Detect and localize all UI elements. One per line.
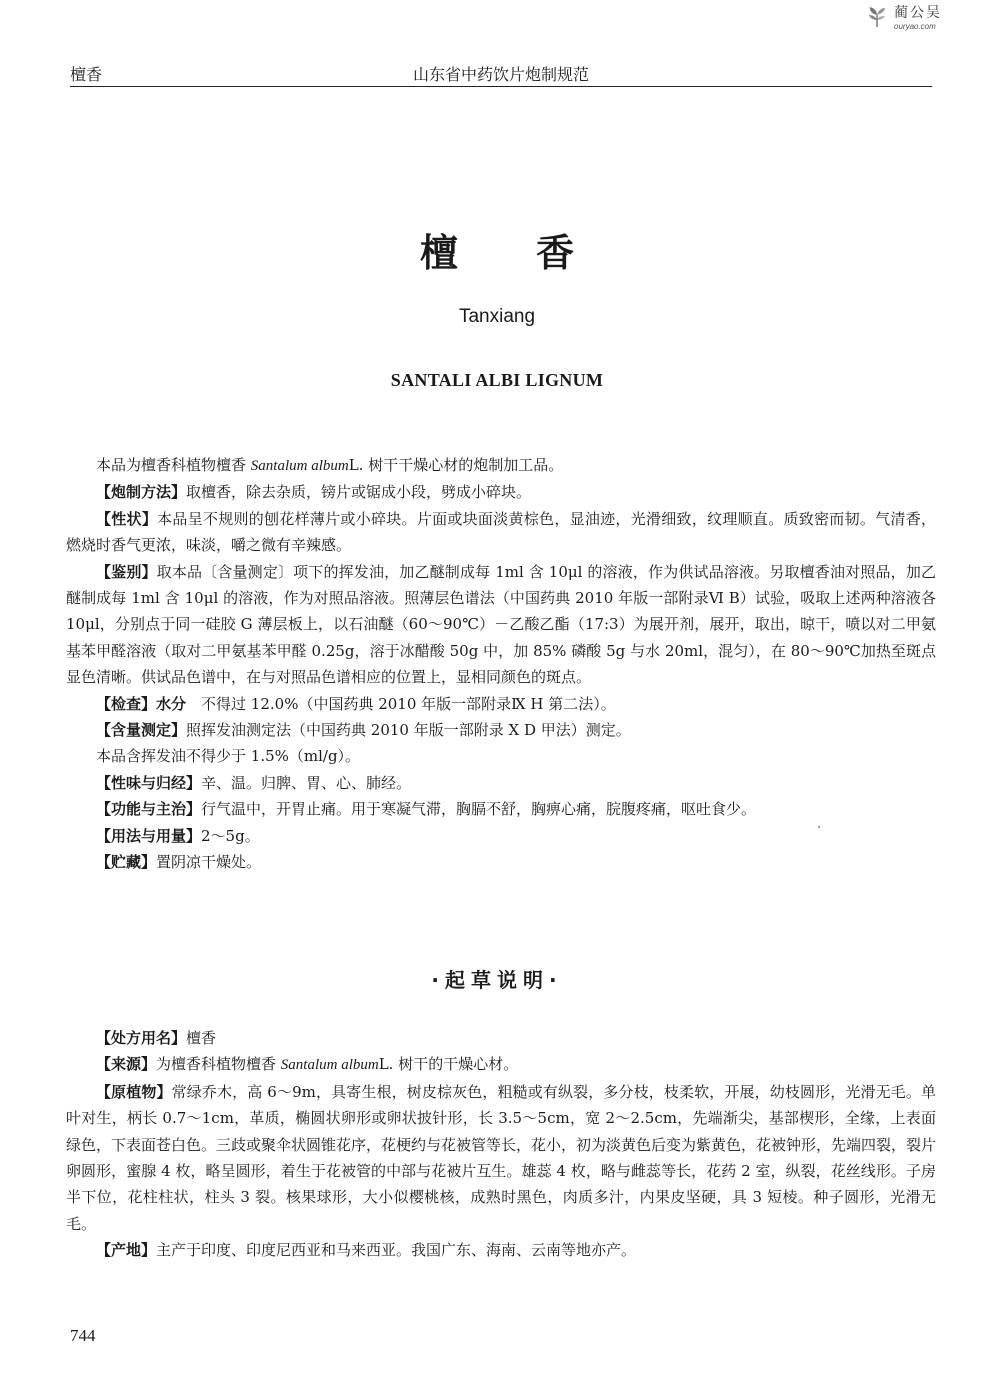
entry-latin-name: SANTALI ALBI LIGNUM — [390, 370, 604, 390]
assay-label: 【含量测定】 — [96, 721, 187, 740]
intro-latin-binomial: Santalum album — [250, 458, 349, 474]
watermark-url: ouryao.com — [894, 22, 936, 31]
plant-label: 【原植物】 — [96, 1082, 172, 1101]
prescription-name-paragraph — [66, 1025, 936, 1051]
nature-label: 【性味与归经】 — [96, 773, 202, 792]
description-paragraph — [66, 506, 936, 559]
nature-paragraph — [66, 770, 936, 796]
inspection-label: 【检查】 — [96, 694, 157, 713]
function-paragraph — [66, 796, 936, 822]
origin-label: 【产地】 — [96, 1241, 157, 1260]
source-latin-binomial: Santalum album — [280, 1057, 379, 1074]
inspection-paragraph — [66, 691, 936, 717]
processing-label: 【炮制方法】 — [96, 483, 187, 502]
origin-text: 主产于印度、印度尼西亚和马来西亚。我国广东、海南、云南等地亦产。 — [156, 1241, 637, 1260]
dosage-text: 2～5g。 — [201, 826, 260, 845]
leaf-logo-icon — [866, 6, 888, 28]
plant-text: 常绿乔木，高 6～9m，具寄生根，树皮棕灰色，粗糙或有纵裂，多分枝，枝柔软，开展，幼枝圆形，光滑无毛。单叶对生，柄长 0.7～1cm，革质，椭圆状卵形或卵状披针形，长 3.5～5cm，宽 2～2.5cm，先端渐尖，基部楔形，全缘，上表面绿色，下表面苍白色。三歧或聚伞状圆锥花序，花梗约与花被管等长，花小，初为淡黄色后变为紫黄色，花被钟形，先端四裂，裂片卵圆形，蜜腺 4 枚，略呈圆形，着生于花被管的中部与花被片互生。雄蕊 4 枚，略与雌蕊等长，花药 2 室，纵裂，花丝线形。子房半下位，花柱柱状，柱头 3 裂。核果球形，大小似樱桃核，成熟时黑色，肉质多汁，内果皮坚硬，具 3 短棱。种子圆形，光滑无毛。 — [66, 1082, 937, 1233]
processing-text: 取檀香，除去杂质，镑片或锯成小段，劈成小碎块。 — [186, 483, 532, 502]
nature-text: 辛、温。归脾、胃、心、肺经。 — [201, 773, 412, 792]
storage-label: 【贮藏】 — [96, 853, 157, 872]
inspection-text: 不得过 12.0%（中国药典 2010 年版一部附录Ⅸ H 第二法）。 — [186, 694, 616, 713]
identification-label: 【鉴别】 — [96, 562, 157, 581]
storage-text: 置阴凉干燥处。 — [156, 853, 262, 872]
prescription-name-text: 檀香 — [186, 1029, 217, 1047]
prescription-name-label: 【处方用名】 — [96, 1029, 187, 1047]
source-label: 【来源】 — [96, 1055, 157, 1074]
plant-paragraph — [66, 1079, 936, 1237]
source-paragraph — [66, 1051, 936, 1078]
header-book-title: 山东省中药饮片炮制规范 — [412, 65, 589, 84]
drafting-notes-heading: ·起草说明· — [431, 968, 563, 992]
intro-text: 本品为檀香科植物檀香 — [96, 456, 251, 474]
assay-text: 照挥发油测定法（中国药典 2010 年版一部附录 X D 甲法）测定。 — [186, 721, 631, 740]
identification-paragraph — [66, 559, 936, 691]
processing-paragraph — [66, 479, 936, 505]
description-label: 【性状】 — [96, 509, 158, 528]
entry-title: 檀香 — [419, 231, 652, 275]
intro-paragraph — [66, 452, 936, 479]
print-speck — [818, 826, 820, 828]
origin-paragraph — [66, 1237, 936, 1263]
description-text: 本品呈不规则的刨花样薄片或小碎块。片面或块面淡黄棕色，显油迹，光滑细致，纹理顺直。质致密而韧。气清香，燃烧时香气更浓，味淡，嚼之微有辛辣感。 — [66, 509, 936, 555]
source-text-end: L. 树干的干燥心材。 — [378, 1055, 519, 1074]
moisture-label: 水分 — [156, 694, 187, 713]
intro-text-end: L. 树干干燥心材的炮制加工品。 — [348, 456, 564, 474]
dosage-label: 【用法与用量】 — [96, 826, 202, 845]
source-text: 为檀香科植物檀香 — [156, 1055, 281, 1074]
watermark-name: 蔺公吴 — [894, 5, 942, 21]
assay-limit-text: 本品含挥发油不得少于 1.5%（ml/g）。 — [96, 747, 361, 766]
entry-pinyin: Tanxiang — [458, 306, 536, 327]
storage-paragraph — [66, 849, 936, 875]
drafting-notes-body — [66, 1025, 936, 1264]
assay-limit-paragraph — [66, 743, 936, 769]
running-header — [70, 60, 932, 87]
page-number: 744 — [70, 1326, 96, 1345]
identification-text: 取本品〔含量测定〕项下的挥发油，加乙醚制成每 1ml 含 10μl 的溶液，作为供试品溶液。另取檀香油对照品，加乙醚制成每 1ml 含 10μl 的溶液，作为对照品溶液。照薄层色谱法（中国药典 2010 年版一部附录Ⅵ B）试验，吸取上述两种溶液各 10μl，分别点于同一硅胶 G 薄层板上，以石油醚（60～90℃）－乙酸乙酯（17:3）为展开剂，展开，取出，晾干，喷以对二甲氨基苯甲醛溶液（取对二甲氨基苯甲醛 0.25g，溶于冰醋酸 50g 中，加 85% 磷酸 5g 与水 20ml，混匀），在 80～90℃加热至斑点显色清晰。供试品色谱中，在与对照品色谱相应的位置上，显相同颜色的斑点。 — [66, 562, 936, 687]
header-entry-name: 檀香 — [70, 65, 103, 84]
dosage-paragraph — [66, 823, 936, 849]
function-text: 行气温中，开胃止痛。用于寒凝气滞，胸膈不舒，胸痹心痛，脘腹疼痛，呕吐食少。 — [201, 800, 757, 819]
monograph-body — [66, 452, 936, 876]
function-label: 【功能与主治】 — [96, 800, 202, 819]
publisher-watermark — [866, 6, 942, 31]
assay-paragraph — [66, 717, 936, 743]
